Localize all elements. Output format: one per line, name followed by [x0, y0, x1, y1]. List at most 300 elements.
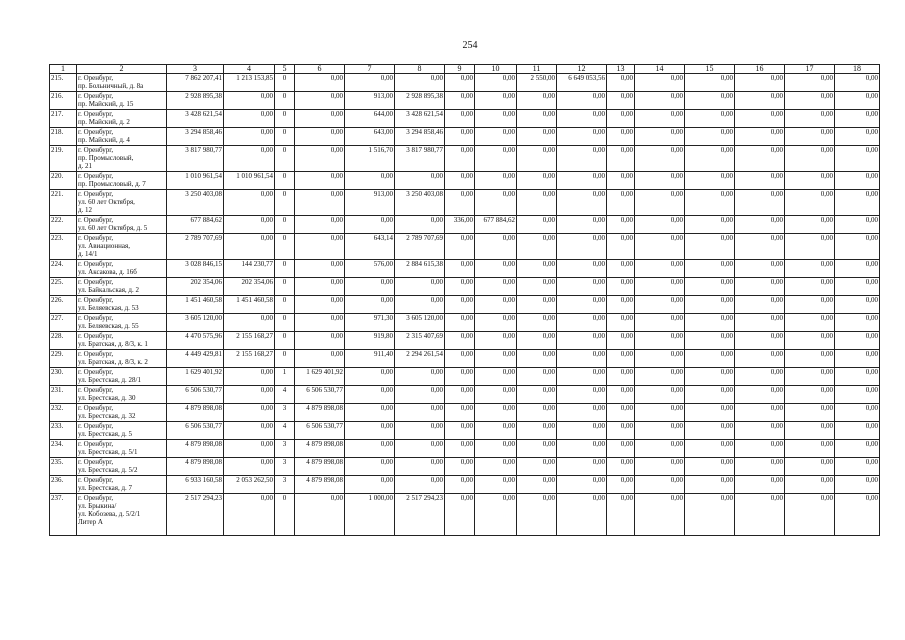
row-number: 216. [50, 92, 77, 110]
value-cell: 0,00 [735, 476, 785, 494]
address-line: ул. Брестская, д. 32 [78, 412, 136, 420]
address-line: г. Оренбург, [78, 458, 114, 466]
value-cell: 913,00 [345, 190, 395, 216]
value-cell: 0,00 [445, 476, 475, 494]
value-cell: 0,00 [517, 216, 557, 234]
value-cell: 3 817 980,77 [395, 146, 445, 172]
value-cell: 0,00 [224, 314, 275, 332]
value-cell: 1 213 153,85 [224, 74, 275, 92]
address-line: ул. Брестская, д. 5/1 [78, 448, 138, 456]
column-header: 4 [224, 65, 275, 74]
value-cell: 0,00 [475, 476, 517, 494]
address-line: пр. Промысловый, д. 7 [78, 180, 146, 188]
value-cell: 0,00 [224, 128, 275, 146]
value-cell: 0,00 [607, 494, 635, 536]
value-cell: 2 053 262,50 [224, 476, 275, 494]
row-number: 215. [50, 74, 77, 92]
value-cell: 0,00 [224, 386, 275, 404]
value-cell: 0,00 [395, 74, 445, 92]
value-cell: 0,00 [557, 476, 607, 494]
value-cell: 0,00 [517, 458, 557, 476]
row-number: 235. [50, 458, 77, 476]
value-cell: 0,00 [445, 278, 475, 296]
value-cell: 0 [275, 296, 295, 314]
value-cell: 0,00 [835, 422, 880, 440]
value-cell: 0,00 [635, 422, 685, 440]
value-cell: 0,00 [685, 260, 735, 278]
address-line: Литер А [78, 518, 103, 526]
column-header: 7 [345, 65, 395, 74]
value-cell: 0,00 [224, 92, 275, 110]
value-cell: 0,00 [635, 314, 685, 332]
value-cell: 3 [275, 404, 295, 422]
value-cell: 2 884 615,38 [395, 260, 445, 278]
value-cell: 0,00 [557, 92, 607, 110]
value-cell: 0,00 [635, 110, 685, 128]
address-cell [77, 128, 167, 146]
value-cell: 0,00 [835, 476, 880, 494]
value-cell: 0,00 [557, 278, 607, 296]
value-cell: 0,00 [445, 92, 475, 110]
value-cell: 3 817 980,77 [167, 146, 224, 172]
value-cell: 0,00 [785, 92, 835, 110]
value-cell: 336,00 [445, 216, 475, 234]
value-cell: 0,00 [517, 368, 557, 386]
value-cell: 0,00 [475, 278, 517, 296]
value-cell: 0,00 [635, 404, 685, 422]
value-cell: 0,00 [475, 350, 517, 368]
value-cell: 0,00 [835, 128, 880, 146]
address-line: ул. 60 лет Октября, д. 5 [78, 224, 148, 232]
table-row [50, 190, 880, 216]
value-cell: 0,00 [224, 494, 275, 536]
value-cell: 913,00 [345, 92, 395, 110]
value-cell: 0,00 [685, 494, 735, 536]
value-cell: 0,00 [345, 74, 395, 92]
value-cell: 0,00 [295, 128, 345, 146]
value-cell: 7 862 207,41 [167, 74, 224, 92]
value-cell: 0,00 [685, 74, 735, 92]
value-cell: 0,00 [735, 216, 785, 234]
value-cell: 0,00 [607, 350, 635, 368]
table-row [50, 128, 880, 146]
value-cell: 0,00 [635, 332, 685, 350]
address-line: ул. Байкальская, д. 2 [78, 286, 139, 294]
value-cell: 0,00 [785, 260, 835, 278]
address-line: ул. Братская, д. 8/3, к. 2 [78, 358, 148, 366]
value-cell: 0 [275, 494, 295, 536]
value-cell: 0,00 [445, 234, 475, 260]
value-cell: 0,00 [224, 234, 275, 260]
value-cell: 0,00 [835, 190, 880, 216]
value-cell: 0,00 [445, 110, 475, 128]
value-cell: 2 928 895,38 [167, 92, 224, 110]
value-cell: 1 [275, 368, 295, 386]
value-cell: 6 506 530,77 [295, 422, 345, 440]
value-cell: 0,00 [835, 74, 880, 92]
value-cell: 0,00 [295, 260, 345, 278]
value-cell: 0,00 [395, 216, 445, 234]
value-cell: 0,00 [607, 172, 635, 190]
value-cell: 0,00 [475, 368, 517, 386]
table-row [50, 314, 880, 332]
value-cell: 0,00 [635, 128, 685, 146]
value-cell: 0,00 [295, 74, 345, 92]
value-cell: 0,00 [785, 190, 835, 216]
value-cell: 3 250 403,08 [167, 190, 224, 216]
value-cell: 0,00 [475, 458, 517, 476]
value-cell: 0,00 [607, 332, 635, 350]
address-cell [77, 440, 167, 458]
address-cell [77, 234, 167, 260]
value-cell: 0,00 [475, 92, 517, 110]
value-cell: 0,00 [785, 332, 835, 350]
value-cell: 0,00 [685, 350, 735, 368]
value-cell: 0,00 [835, 350, 880, 368]
value-cell: 0,00 [517, 110, 557, 128]
address-line: ул. Беляевская, д. 53 [78, 304, 139, 312]
value-cell: 3 428 621,54 [167, 110, 224, 128]
row-number: 220. [50, 172, 77, 190]
register-table [49, 64, 880, 536]
value-cell: 0,00 [557, 458, 607, 476]
column-header: 16 [735, 65, 785, 74]
value-cell: 0,00 [445, 404, 475, 422]
value-cell: 0,00 [685, 404, 735, 422]
value-cell: 0,00 [517, 314, 557, 332]
value-cell: 643,00 [345, 128, 395, 146]
value-cell: 0,00 [445, 368, 475, 386]
table-row [50, 386, 880, 404]
value-cell: 0 [275, 350, 295, 368]
address-cell [77, 476, 167, 494]
column-header: 2 [77, 65, 167, 74]
address-cell [77, 92, 167, 110]
value-cell: 0,00 [345, 386, 395, 404]
value-cell: 0,00 [517, 422, 557, 440]
value-cell: 2 550,00 [517, 74, 557, 92]
address-line: г. Оренбург, [78, 278, 114, 286]
value-cell: 0,00 [685, 92, 735, 110]
value-cell: 0,00 [445, 422, 475, 440]
value-cell: 144 230,77 [224, 260, 275, 278]
value-cell: 0,00 [785, 476, 835, 494]
row-number: 217. [50, 110, 77, 128]
value-cell: 0,00 [607, 422, 635, 440]
address-line: г. Оренбург, [78, 128, 114, 136]
value-cell: 0,00 [735, 260, 785, 278]
value-cell: 0,00 [475, 494, 517, 536]
address-line: ул. Брестская, д. 7 [78, 484, 133, 492]
value-cell: 576,00 [345, 260, 395, 278]
address-line: г. Оренбург, [78, 110, 114, 118]
value-cell: 0,00 [785, 128, 835, 146]
value-cell: 0,00 [557, 350, 607, 368]
value-cell: 0,00 [475, 260, 517, 278]
value-cell: 0,00 [395, 404, 445, 422]
value-cell: 2 517 294,23 [167, 494, 224, 536]
value-cell: 0,00 [607, 368, 635, 386]
address-line: г. Оренбург, [78, 494, 114, 502]
address-line: г. Оренбург, [78, 314, 114, 322]
value-cell: 0,00 [517, 296, 557, 314]
address-line: ул. Брестская, д. 30 [78, 394, 136, 402]
value-cell: 0,00 [835, 278, 880, 296]
value-cell: 0,00 [685, 440, 735, 458]
value-cell: 3 [275, 440, 295, 458]
value-cell: 0,00 [785, 458, 835, 476]
value-cell: 0,00 [635, 74, 685, 92]
value-cell: 1 516,70 [345, 146, 395, 172]
value-cell: 0,00 [735, 190, 785, 216]
value-cell: 0,00 [635, 440, 685, 458]
value-cell: 0,00 [785, 440, 835, 458]
value-cell: 0,00 [295, 110, 345, 128]
value-cell: 0 [275, 172, 295, 190]
value-cell: 0,00 [557, 494, 607, 536]
address-line: г. Оренбург, [78, 260, 114, 268]
value-cell: 0,00 [607, 386, 635, 404]
value-cell: 0,00 [685, 216, 735, 234]
address-line: г. Оренбург, [78, 386, 114, 394]
row-number: 229. [50, 350, 77, 368]
value-cell: 0,00 [835, 110, 880, 128]
value-cell: 0,00 [295, 350, 345, 368]
row-number: 222. [50, 216, 77, 234]
value-cell: 0,00 [607, 146, 635, 172]
address-line: г. Оренбург, [78, 234, 114, 242]
value-cell: 0,00 [475, 172, 517, 190]
address-line: г. Оренбург, [78, 296, 114, 304]
value-cell: 1 451 460,58 [224, 296, 275, 314]
address-cell [77, 314, 167, 332]
value-cell: 0,00 [785, 494, 835, 536]
value-cell: 0 [275, 110, 295, 128]
value-cell: 0,00 [635, 146, 685, 172]
value-cell: 0,00 [557, 216, 607, 234]
value-cell: 0,00 [295, 92, 345, 110]
row-number: 236. [50, 476, 77, 494]
address-line: г. Оренбург, [78, 332, 114, 340]
value-cell: 0,00 [785, 110, 835, 128]
value-cell: 1 629 401,92 [295, 368, 345, 386]
value-cell: 0,00 [635, 296, 685, 314]
value-cell: 0,00 [785, 422, 835, 440]
value-cell: 0,00 [607, 458, 635, 476]
value-cell: 0,00 [345, 172, 395, 190]
value-cell: 0,00 [295, 278, 345, 296]
value-cell: 0,00 [607, 296, 635, 314]
value-cell: 0,00 [445, 260, 475, 278]
row-number: 221. [50, 190, 77, 216]
address-line: г. Оренбург, [78, 350, 114, 358]
value-cell: 0,00 [735, 110, 785, 128]
value-cell: 0,00 [345, 440, 395, 458]
value-cell: 0 [275, 260, 295, 278]
value-cell: 0,00 [685, 172, 735, 190]
value-cell: 4 449 429,81 [167, 350, 224, 368]
row-number: 226. [50, 296, 77, 314]
value-cell: 0,00 [475, 296, 517, 314]
value-cell: 0,00 [445, 190, 475, 216]
address-line: г. Оренбург, [78, 190, 114, 198]
column-header: 6 [295, 65, 345, 74]
value-cell: 0,00 [395, 386, 445, 404]
address-line: г. Оренбург, [78, 404, 114, 412]
value-cell: 0,00 [835, 494, 880, 536]
value-cell: 6 649 053,56 [557, 74, 607, 92]
value-cell: 0,00 [557, 234, 607, 260]
value-cell: 1 010 961,54 [167, 172, 224, 190]
value-cell: 0,00 [395, 172, 445, 190]
value-cell: 0,00 [835, 332, 880, 350]
value-cell: 0,00 [445, 440, 475, 458]
value-cell: 0,00 [345, 404, 395, 422]
value-cell: 1 451 460,58 [167, 296, 224, 314]
address-line: ул. Брестская, д. 28/1 [78, 376, 141, 384]
address-cell [77, 368, 167, 386]
value-cell: 0,00 [835, 314, 880, 332]
table-row [50, 74, 880, 92]
address-line: ул. Брестская, д. 5/2 [78, 466, 138, 474]
value-cell: 0,00 [517, 278, 557, 296]
value-cell: 4 [275, 422, 295, 440]
value-cell: 0,00 [295, 332, 345, 350]
value-cell: 0,00 [635, 216, 685, 234]
value-cell: 0,00 [224, 110, 275, 128]
value-cell: 0,00 [685, 332, 735, 350]
address-cell [77, 74, 167, 92]
value-cell: 1 629 401,92 [167, 368, 224, 386]
value-cell: 0,00 [607, 278, 635, 296]
address-line: г. Оренбург, [78, 368, 114, 376]
table-row [50, 476, 880, 494]
value-cell: 0,00 [475, 440, 517, 458]
value-cell: 0,00 [607, 92, 635, 110]
table-row [50, 440, 880, 458]
value-cell: 0,00 [735, 92, 785, 110]
value-cell: 6 933 160,58 [167, 476, 224, 494]
value-cell: 0,00 [475, 128, 517, 146]
value-cell: 0,00 [735, 332, 785, 350]
value-cell: 0,00 [395, 296, 445, 314]
value-cell: 0,00 [607, 128, 635, 146]
value-cell: 0,00 [685, 146, 735, 172]
column-header: 14 [635, 65, 685, 74]
address-cell [77, 278, 167, 296]
address-cell [77, 458, 167, 476]
address-line: г. Оренбург, [78, 440, 114, 448]
value-cell: 0,00 [735, 74, 785, 92]
value-cell: 0,00 [735, 404, 785, 422]
value-cell: 0,00 [345, 422, 395, 440]
address-line: г. Оренбург, [78, 74, 114, 82]
value-cell: 0,00 [835, 216, 880, 234]
table-row [50, 296, 880, 314]
value-cell: 0,00 [785, 172, 835, 190]
value-cell: 0,00 [295, 190, 345, 216]
value-cell: 0,00 [635, 278, 685, 296]
row-number: 219. [50, 146, 77, 172]
value-cell: 0 [275, 92, 295, 110]
value-cell: 0,00 [517, 440, 557, 458]
value-cell: 0,00 [685, 476, 735, 494]
value-cell: 2 155 168,27 [224, 332, 275, 350]
value-cell: 0,00 [557, 386, 607, 404]
value-cell: 0,00 [685, 234, 735, 260]
address-line: д. 14/1 [78, 250, 98, 258]
value-cell: 0,00 [295, 172, 345, 190]
value-cell: 0,00 [685, 314, 735, 332]
value-cell: 0,00 [785, 216, 835, 234]
value-cell: 0,00 [517, 234, 557, 260]
table-row [50, 368, 880, 386]
value-cell: 0,00 [607, 314, 635, 332]
value-cell: 0,00 [685, 128, 735, 146]
value-cell: 0,00 [557, 440, 607, 458]
value-cell: 0,00 [835, 458, 880, 476]
value-cell: 0,00 [517, 190, 557, 216]
address-cell [77, 172, 167, 190]
value-cell: 0,00 [475, 314, 517, 332]
value-cell: 644,00 [345, 110, 395, 128]
address-line: ул. Брестская, д. 5 [78, 430, 133, 438]
value-cell: 0,00 [607, 440, 635, 458]
value-cell: 0,00 [635, 386, 685, 404]
value-cell: 202 354,06 [224, 278, 275, 296]
column-header: 18 [835, 65, 880, 74]
value-cell: 0,00 [607, 234, 635, 260]
address-cell [77, 350, 167, 368]
value-cell: 3 250 403,08 [395, 190, 445, 216]
row-number: 218. [50, 128, 77, 146]
value-cell: 0 [275, 74, 295, 92]
value-cell: 0,00 [685, 278, 735, 296]
value-cell: 0,00 [295, 234, 345, 260]
value-cell: 0,00 [785, 386, 835, 404]
value-cell: 0,00 [224, 190, 275, 216]
row-number: 227. [50, 314, 77, 332]
value-cell: 0,00 [735, 458, 785, 476]
value-cell: 0 [275, 234, 295, 260]
value-cell: 0,00 [735, 314, 785, 332]
address-line: ул. Кобозева, д. 5/2/1 [78, 510, 141, 518]
value-cell: 0,00 [785, 74, 835, 92]
value-cell: 0,00 [607, 476, 635, 494]
value-cell: 0,00 [445, 314, 475, 332]
value-cell: 0,00 [557, 314, 607, 332]
value-cell: 0,00 [517, 494, 557, 536]
value-cell: 0,00 [735, 146, 785, 172]
value-cell: 0,00 [635, 368, 685, 386]
value-cell: 0,00 [785, 278, 835, 296]
value-cell: 0,00 [735, 296, 785, 314]
value-cell: 0,00 [557, 172, 607, 190]
value-cell: 0,00 [475, 332, 517, 350]
value-cell: 0,00 [835, 92, 880, 110]
value-cell: 0,00 [607, 260, 635, 278]
table-row [50, 278, 880, 296]
address-cell [77, 404, 167, 422]
value-cell: 4 [275, 386, 295, 404]
value-cell: 0,00 [475, 190, 517, 216]
table-row [50, 110, 880, 128]
value-cell: 0,00 [685, 386, 735, 404]
value-cell: 0,00 [835, 172, 880, 190]
value-cell: 0,00 [345, 368, 395, 386]
value-cell: 4 879 898,08 [167, 458, 224, 476]
address-line: пр. Майский, д. 4 [78, 136, 130, 144]
